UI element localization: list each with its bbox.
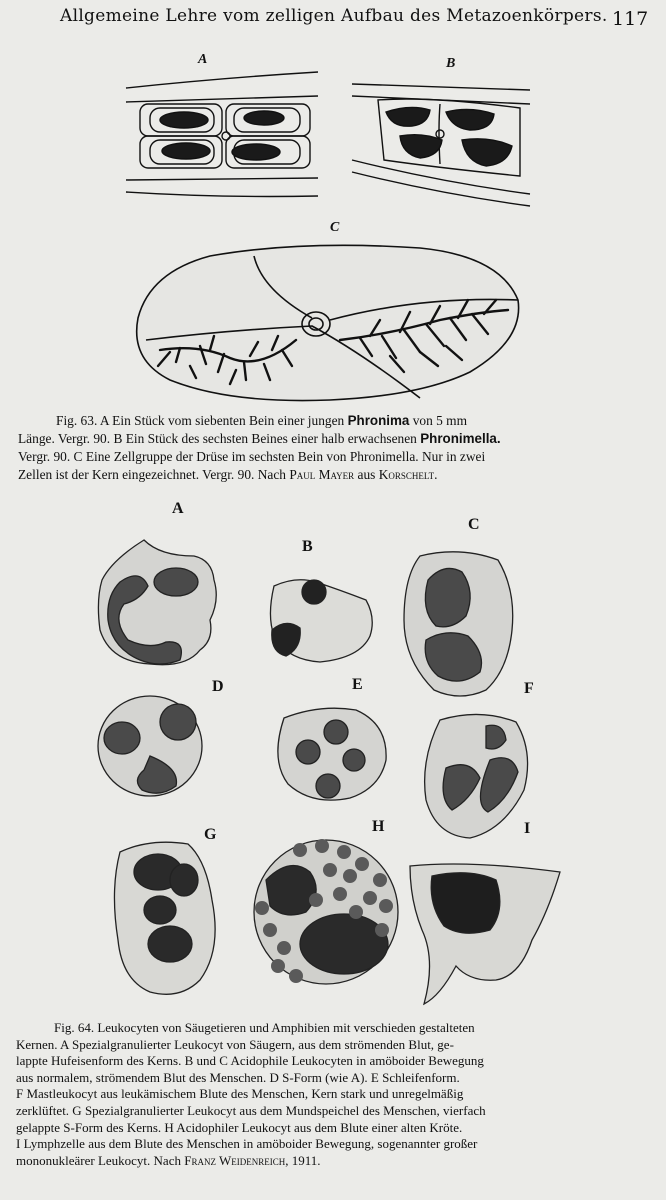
fig63-caption-genus: Phronima xyxy=(347,413,410,428)
fig64-caption-line: F Mastleukocyt aus leukämischem Blute des Menschen, Kern stark und unregelmäßig xyxy=(16,1086,464,1102)
fig63-caption-author: Korschelt. xyxy=(378,467,438,482)
fig64-cell-c xyxy=(404,552,513,696)
running-head: Allgemeine Lehre vom zelligen Aufbau des Metazoenkörpers. xyxy=(60,6,608,26)
fig64-caption-line: lappte Hufeisenform des Kerns. B und C Acidophile Leukocyten in amöboider Bewegung xyxy=(16,1053,484,1069)
fig64-caption-author: Franz Weidenreich xyxy=(184,1152,286,1168)
fig63-caption-line: Zellen ist der Kern eingezeichnet. Vergr. 90. Nach xyxy=(18,467,290,482)
page-number: 117 xyxy=(612,8,649,30)
fig64-label-h: H xyxy=(372,818,385,835)
fig64-caption-line: I Lymphzelle aus dem Blute des Menschen in amöboider Bewegung, sogenannter großer xyxy=(16,1136,478,1152)
fig64-label-i: I xyxy=(524,820,531,837)
fig64-caption-line: Fig. 64. Leukocyten von Säugetieren und Amphibien mit verschieden gestalteten xyxy=(54,1020,475,1035)
fig63-caption-genus: Phronimella. xyxy=(420,431,501,446)
fig64-caption-line: mononukleärer Leukocyt. Nach xyxy=(16,1152,185,1168)
fig64-caption-line: gelappte S-Form des Kerns. H Acidophiler Leukocyt aus dem Blute einer alten Kröte. xyxy=(16,1119,463,1135)
fig64-label-d: D xyxy=(212,678,224,695)
fig64-caption-line: , 1911. xyxy=(285,1152,321,1168)
fig64-label-c: C xyxy=(468,516,480,533)
fig64-caption-line: aus normalem, strömendem Blut des Menschen. D S-Form (wie A). E Schleifenform. xyxy=(16,1069,460,1085)
fig64-caption-line: Kernen. A Spezialgranulierter Leukocyt von Säugern, aus dem strömenden Blut, ge- xyxy=(16,1036,454,1052)
fig64-cell-e xyxy=(278,708,386,800)
fig63-caption-line: von 5 mm xyxy=(409,413,468,428)
fig64-caption-line: zerklüftet. G Spezialgranulierter Leukocyt aus dem Mundspeichel des Menschen, vierfach xyxy=(16,1102,486,1118)
fig64-cell-b xyxy=(270,580,372,662)
fig63-caption-line: aus xyxy=(354,467,379,482)
fig63-caption-line: Vergr. 90. C Eine Zellgruppe der Drüse im sechsten Bein von Phronimella. Nur in zwei xyxy=(18,449,486,464)
fig63-caption-author: Paul Mayer xyxy=(289,467,355,482)
fig64-cell-d xyxy=(98,696,202,796)
fig64-cell-g xyxy=(114,842,215,994)
fig64-cell-a xyxy=(98,540,216,665)
fig64-cell-h xyxy=(254,839,398,984)
fig64-label-b: B xyxy=(302,538,313,555)
fig64-cell-i xyxy=(410,864,560,1004)
fig63-caption-line: Fig. 63. A Ein Stück vom siebenten Bein einer jungen xyxy=(56,413,348,428)
fig63-label-b: B xyxy=(446,56,456,71)
fig64-cell-f xyxy=(425,714,531,838)
fig64-label-f: F xyxy=(524,680,534,697)
fig64-caption xyxy=(16,1020,652,1169)
fig64-label-a: A xyxy=(172,500,184,517)
fig63-label-a: A xyxy=(198,52,208,67)
fig64-label-g: G xyxy=(204,826,217,843)
fig63-label-c: C xyxy=(330,220,340,235)
fig64-label-e: E xyxy=(352,676,363,693)
fig63-caption-line: Länge. Vergr. 90. B Ein Stück des sechsten Beines einer halb erwachsenen xyxy=(18,431,421,446)
